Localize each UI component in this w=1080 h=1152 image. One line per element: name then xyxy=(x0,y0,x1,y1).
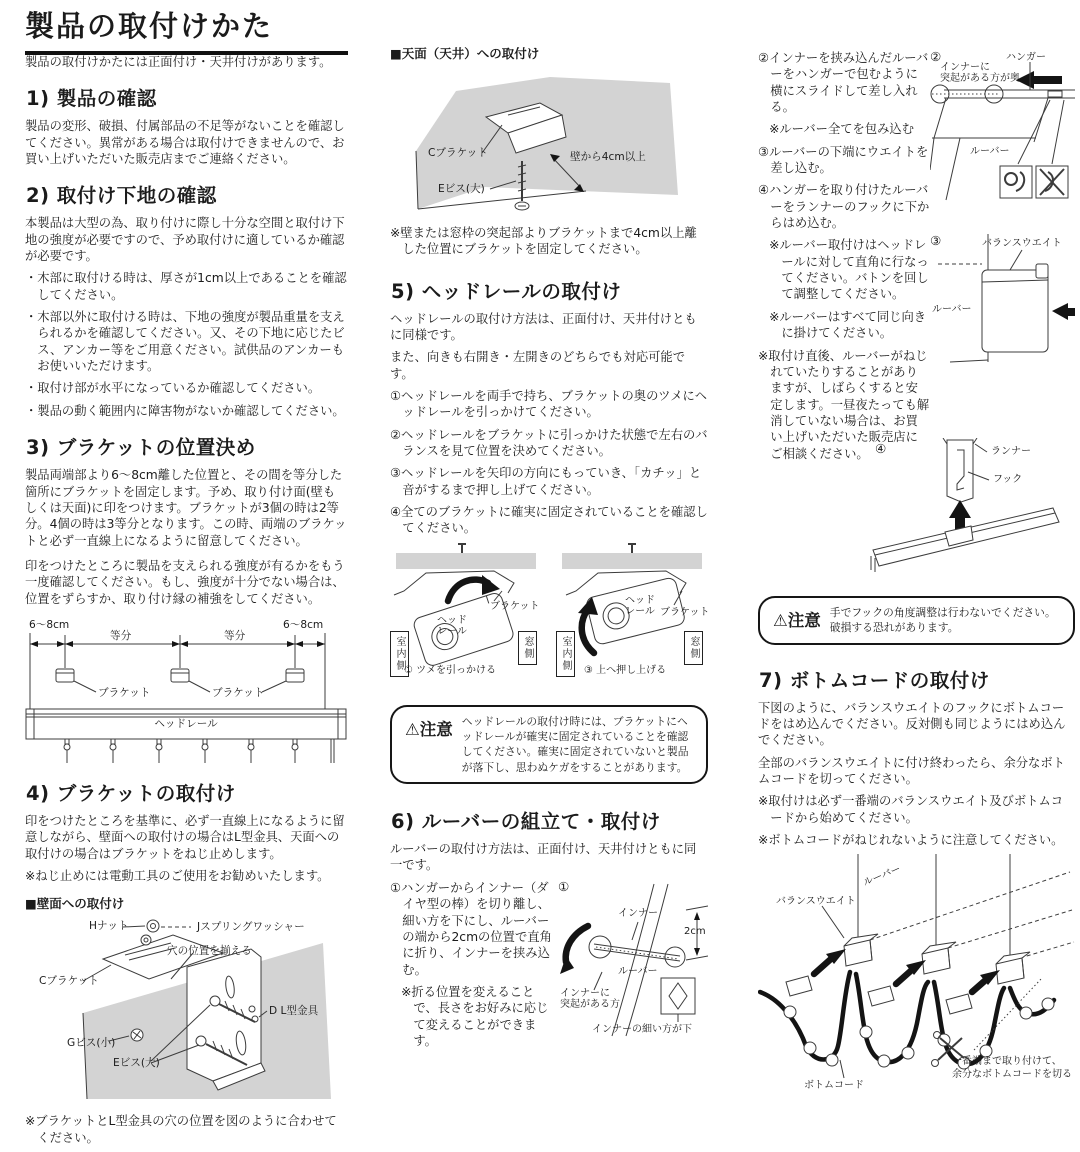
louver-assembly-text xyxy=(390,880,558,1055)
bracket-spacing-art xyxy=(25,613,347,765)
section-5-step: ④全てのブラケットに確実に固定されていることを確認してください。 xyxy=(390,505,708,536)
weight-insert-diagram xyxy=(930,234,1075,386)
left-column xyxy=(25,54,347,1152)
section-6-step1: ①ハンガーからインナー（ダイヤ型の棒）を切り離し、細い方を下にし、ルーバーの端から2cmの位置で直角に折り、インナーを挟み込む。 xyxy=(390,880,552,977)
headrail-label-line: レール xyxy=(437,626,467,638)
runner-hook-art xyxy=(865,438,1075,588)
section-7-note1: ※取付けは必ず一番端のバランスウエイト及びボトムコードから始めてください。 xyxy=(758,794,1064,825)
section-7-heading: 7) ボトムコードの取付け xyxy=(759,668,990,692)
section-2-heading: 2) 取付け下地の確認 xyxy=(26,184,217,208)
headrail-label-line: レール xyxy=(625,606,655,618)
section-7-body2: 全部のバランスウエイトに付け終わったら、余分なボトムコードを切ってください。 xyxy=(758,755,1065,786)
warning-icon: ⚠ xyxy=(405,719,420,739)
section-6-note5: ※取付け直後、ルーバーがねじれていたりすることがありますが、しばらくすると安定します。一昼夜たっても解消していない場合は、お買い上げいただいた販売店にご相談ください。 xyxy=(758,348,930,461)
section-1-heading: 1) 製品の確認 xyxy=(26,87,157,111)
c-bracket-label: Cブラケット xyxy=(39,975,99,988)
runner-hooks xyxy=(64,739,334,763)
cord-hooks xyxy=(786,976,972,1014)
window-side-label: 窓側 xyxy=(518,631,537,665)
louver-label: ルーバー xyxy=(970,146,1010,157)
caution-text: 手でフックの角度調整は行わないでください。破損する恐れがあります。 xyxy=(829,605,1056,635)
louver-label: ルーバー xyxy=(618,965,658,977)
louver-attach-row xyxy=(758,50,1075,468)
cut-instruction-label: 一番端まで取り付けて、 xyxy=(952,1056,1062,1068)
caution-label xyxy=(773,605,821,631)
section-6-step4: ④ハンガーを取り付けたルーバーをランナーのフックに下からはめ込む。 xyxy=(758,183,930,231)
indoor-side-label: 室内側 xyxy=(390,631,409,677)
section-5-body1: ヘッドレールの取付け方法は、正面付け、天井付けともに同様です。 xyxy=(390,311,697,343)
section-5-step: ③ヘッドレールを矢印の方向にもっていき、「カチッ」と音がするまで押し上げてください。 xyxy=(390,466,702,497)
section-2-bullet: ・製品の動く範囲内に障害物がないか確認してください。 xyxy=(25,403,345,418)
headrail-push-diagram xyxy=(556,543,708,693)
bracket-label: ブラケット xyxy=(98,686,151,699)
equal-label: 等分 xyxy=(110,629,132,642)
louver-label: ルーバー xyxy=(932,304,972,315)
louver-attach-diagrams xyxy=(930,50,1075,468)
section-6-heading: 6) ルーバーの組立て・取付け xyxy=(391,810,661,834)
section-6-note1: ※折る位置を変えることで、長さをお好みに応じて変えることができます。 xyxy=(401,984,549,1048)
headrail-label xyxy=(430,615,474,638)
section-4-note: ※ねじ止めには電動工具のご使用をお勧めいたします。 xyxy=(25,868,330,883)
step-caption: ① ツメを引っかける xyxy=(404,664,496,676)
caution-box-hook xyxy=(758,596,1075,645)
section-4-footnote: ※ブラケットとL型金具の穴の位置を図のように合わせてください。 xyxy=(25,1114,337,1145)
section-2-bullet: ・取付け部が水平になっているか確認してください。 xyxy=(25,381,321,396)
louver-assembly-art xyxy=(558,880,708,1040)
inner-protrusion-label: 突起がある方が奥 xyxy=(940,73,1020,84)
headrail-diagrams xyxy=(390,543,708,693)
bracket-label: ブラケット xyxy=(212,686,265,699)
section-3-body2: 印をつけたところに製品を支えられる強度が有るかをもう一度確認してください。もし、強度が十分でない場合は、位置をずらすか、取り付け縁の補強をしてください。 xyxy=(25,558,345,606)
bracket-label: ブラケット xyxy=(490,600,540,612)
warning-icon: ⚠ xyxy=(773,610,788,630)
hook-label: フック xyxy=(993,473,1023,485)
balance-weight-label: バランスウエイト xyxy=(776,896,856,908)
balance-weight-label: バランスウエイト xyxy=(982,238,1062,249)
right-column xyxy=(758,50,1075,1092)
section-7-note2: ※ボトムコードがねじれないように注意してください。 xyxy=(758,832,1064,847)
caution-box-headrail xyxy=(390,705,708,784)
intro-text: 製品の取付けかたには正面付け・天井付けがあります。 xyxy=(25,55,332,69)
section-4-body: 印をつけたところを基準に、必ず一直線上になるように留意しながら、壁面への取付けの場合はL型金具、天面への取付けの場合はブラケットをねじ止めします。 xyxy=(25,813,345,861)
step-number: ③ xyxy=(930,233,942,248)
caution-label-text: 注意 xyxy=(787,610,821,630)
section-3-heading: 3) ブラケットの位置決め xyxy=(26,436,256,460)
inner-thin-label: インナーの細い方が下 xyxy=(592,1023,692,1035)
c-bracket-label: Cブラケット xyxy=(428,147,488,159)
section-2-body: 本製品は大型の為、取り付けに際し十分な空間と取付け下地の強度が必要ですので、予め取付けに適しているか確認が必要です。 xyxy=(25,216,345,264)
louver-assembly-row xyxy=(390,880,708,1055)
ceiling-mount-diagram xyxy=(390,65,708,221)
inner-label: インナー xyxy=(618,907,658,919)
wall-mount-diagram xyxy=(25,915,347,1105)
runner-hook-diagram xyxy=(865,438,1075,588)
inner-protrusion-label: 突起がある方 xyxy=(560,998,620,1010)
middle-column xyxy=(390,44,708,1055)
headrail-hook-diagram xyxy=(390,543,542,693)
section-2-bullet: ・木部に取付ける時は、厚さが1cm以上であることを確認してください。 xyxy=(25,271,347,302)
step-number: ① xyxy=(558,878,570,894)
section-6-step3: ③ルーバーの下端にウエイトを差し込む。 xyxy=(758,144,929,176)
cut-instruction-label: 余分なボトムコードを切る xyxy=(952,1069,1072,1081)
step-caption: ③ 上へ押し上げる xyxy=(584,664,667,676)
section-4-heading: 4) ブラケットの取付け xyxy=(26,781,236,805)
step-number: ④ xyxy=(875,440,887,456)
headrail-label-line: ヘッド xyxy=(437,614,467,626)
section-5-step: ②ヘッドレールをブラケットに引っかけた状態で左右のバランスを見て位置を決めてください。 xyxy=(390,427,708,459)
wall-mount-title: ■壁面への取付け xyxy=(25,896,125,912)
caution-text: ヘッドレールの取付け時には、ブラケットにヘッドレールが確実に固定されていることを確認してください。確実に固定されていないと製品が落下し、思わぬケガをすることがあります。 xyxy=(461,714,689,774)
hole-align-label: 穴の位置を揃える xyxy=(167,945,252,958)
ceiling-mount-title: ■天面（天井）への取付け xyxy=(390,46,540,61)
section-6-step2: ②インナーを挟み込んだルーバーをハンガーで包むように横にスライドして差し入れる。 xyxy=(758,51,929,115)
dim-label-left: 6〜8cm xyxy=(29,618,70,631)
l-bracket-label: D L型金具 xyxy=(269,1005,319,1018)
section-5-heading: 5) ヘッドレールの取付け xyxy=(391,279,622,303)
ceiling-mount-note: ※壁または窓枠の突起部よりブラケットまで4cm以上離した位置にブラケットを固定してください。 xyxy=(390,226,697,257)
caution-label-text: 注意 xyxy=(419,719,453,739)
e-screw-label: Eビス(大) xyxy=(438,183,485,195)
step-number: ② xyxy=(930,49,942,64)
section-6-body: ルーバーの取付け方法は、正面付け、天井付けともに同一です。 xyxy=(390,842,697,873)
page-title-block xyxy=(25,4,348,55)
balance-weights xyxy=(844,934,1030,984)
inner-protrusion-label: インナーに xyxy=(940,62,990,73)
hanger-slide-diagram xyxy=(930,50,1075,220)
headrail-label xyxy=(618,595,662,618)
headrail-label: ヘッドレール xyxy=(154,717,218,730)
page-title: 製品の取付けかた xyxy=(25,4,348,55)
wall-distance-label: 壁から4cm以上 xyxy=(570,151,646,163)
h-nut-label: Hナット xyxy=(89,920,129,933)
section-3-body1: 製品両端部より6〜8cm離した位置と、その間を等分した箇所にブラケットを固定します。予め、取り付け面(壁もしくは天面)に印をつけます。ブラケットが3個の時は2等分。4個の時は3等分となります。この時、両端のブラケットと必ず一直線上になるように留意してください。 xyxy=(25,468,347,548)
section-5-body2: また、向きも右開き・左開きのどちらでも対応可能です。 xyxy=(390,350,686,381)
bracket-label: ブラケット xyxy=(660,606,710,618)
j-washer-label: Jスプリングワッシャー xyxy=(197,921,305,934)
ceiling-mount-art xyxy=(390,65,708,221)
runner-label: ランナー xyxy=(991,445,1031,457)
bottom-cord-diagram xyxy=(758,854,1075,1092)
louver-attach-text xyxy=(758,50,930,468)
section-5-step: ①ヘッドレールを両手で持ち、ブラケットの奥のツメにヘッドレールを引っかけてください。 xyxy=(390,389,708,420)
indoor-side-label: 室内側 xyxy=(556,631,575,677)
headrail-label-line: ヘッド xyxy=(625,594,655,606)
dim-label-right: 6〜8cm xyxy=(283,618,324,631)
section-6-note2: ※ルーバー全てを包み込む xyxy=(769,122,915,137)
section-6-note4: ※ルーバーはすべて同じ向きに掛けてください。 xyxy=(769,309,927,341)
louver-assembly-diagram xyxy=(558,880,708,1040)
section-7-body1: 下図のように、バランスウエイトのフックにボトムコードをはめ込んでください。反対側も同じようにはめ込んでください。 xyxy=(758,700,1066,748)
caution-label xyxy=(405,714,453,740)
section-1-body: 製品の変形、破損、付属部品の不足等がないことを確認してください。異常がある場合は取付けできませんので、お買い上げいただいた販売店までご連絡ください。 xyxy=(25,119,345,167)
hanger-label: ハンガー xyxy=(1006,52,1046,63)
equal-label: 等分 xyxy=(224,629,246,642)
section-6-note3: ※ルーバー取付けはヘッドレールに対して直角に行なってください。バトンを回して調整してください。 xyxy=(769,238,929,302)
bracket-spacing-diagram xyxy=(25,613,347,765)
g-screw-label: Gビス(小) xyxy=(67,1037,116,1050)
bottom-cord-label: ボトムコード xyxy=(804,1080,864,1092)
inner-protrusion-label: インナーに xyxy=(560,987,610,999)
window-side-label: 窓側 xyxy=(684,631,703,665)
e-screw-label: Eビス(大) xyxy=(113,1057,160,1070)
section-2-bullet: ・木部以外に取付ける時は、下地の強度が製品重量を支えられるかを確認してください。又、その下地に応じたビス、アンカー等をご用意ください。試供品のアンカーもお使いいただけます。 xyxy=(25,310,345,374)
louver-label: ルーバー xyxy=(861,863,903,889)
dim-2cm-label: 2cm xyxy=(684,925,706,937)
